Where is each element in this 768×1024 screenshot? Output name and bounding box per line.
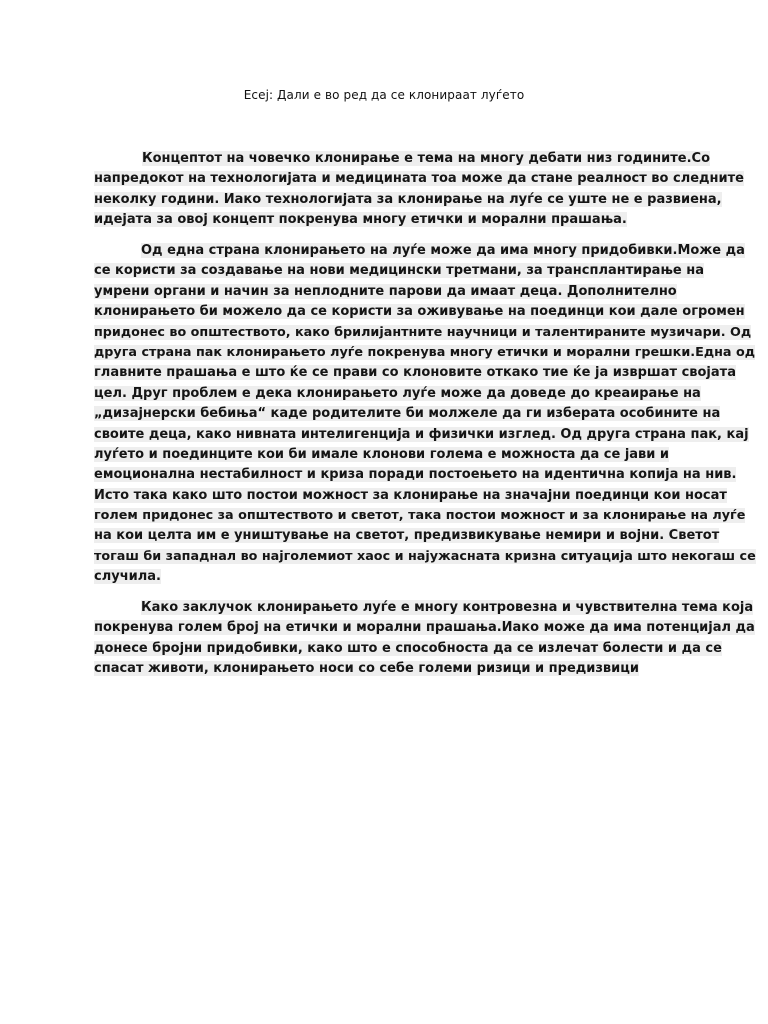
paragraph-line <box>94 384 701 404</box>
line-text: Концептот на човечко клонирање е тема на многу дебати низ годините.Со <box>142 151 711 166</box>
line-text: цел. Друг проблем е дека клонирањето луѓе може да доведе до креаирање на <box>94 385 701 401</box>
line-text: напредокот на технологијата и медицината тоа може да стане реалност во следните <box>94 171 744 187</box>
paragraph-line <box>94 282 684 302</box>
line-text: спасат животи, клонирањето носи со себе големи ризици и предизвици <box>94 661 640 677</box>
paragraph-line <box>94 343 756 363</box>
paragraph-line <box>94 363 736 383</box>
line-text: Исто така како што постои можност за клонирање на значајни поединци кои носат <box>94 487 727 503</box>
line-text: идејата за овој концепт покренува многу етички и морални прашања. <box>94 212 627 228</box>
paragraph-line <box>94 445 684 465</box>
paragraph-line <box>94 190 722 210</box>
paragraph-line <box>94 169 744 189</box>
line-text: Како заклучок клонирањето луѓе е многу контровезна и чувствителна тема која <box>141 600 754 615</box>
line-text: придонес во општеството, како брилијантните научници и талентираните музичари. Од <box>94 324 752 340</box>
paragraph-introduction <box>94 149 744 231</box>
line-text: друга страна пак клонирањето луѓе покренува многу етички и морални грешки.Една од <box>94 344 756 360</box>
line-text: донесе бројни придобивки, како што е способноста да се излечат болести и да се <box>94 640 722 656</box>
document-title: Есеј: Дали е во ред да се клонираат луѓето <box>243 88 525 102</box>
paragraph-line <box>94 425 749 445</box>
paragraph-line <box>94 506 746 526</box>
line-text: „дизајнерски бебиња“ каде родителите би молжеле да ги изберата особините на <box>94 406 721 422</box>
line-text: се користи за создавање на нови медицински третмани, за трансплантирање на <box>94 263 704 279</box>
paragraph-line <box>94 404 721 424</box>
paragraph-line <box>94 302 745 322</box>
paragraph-conclusion <box>94 598 755 680</box>
paragraph-body <box>94 241 756 588</box>
line-text: тогаш би западнал во најголемиот хаос и најужасната кризна ситуација што некогаш се <box>94 548 756 564</box>
line-text: на кои целта им е уништување на светот, предизвикување немири и војни. Светот <box>94 528 720 544</box>
line-text: емоционална нестабилност и криза поради постоењето на идентична копија на нив. <box>94 467 737 483</box>
line-text: Од една страна клонирањето на луѓе може да има многу придобивки.Може да <box>141 243 745 258</box>
paragraph-line <box>94 149 711 169</box>
line-text: умрени органи и начин за неплодните парови да имаат деца. Дополнително <box>94 283 677 299</box>
paragraph-line <box>94 486 727 506</box>
line-text: своите деца, како нивната интелигенција и физички изглед. Од друга страна пак, кај <box>94 426 749 442</box>
paragraph-line <box>94 465 737 485</box>
paragraph-line <box>94 547 756 567</box>
paragraph-line <box>94 241 745 261</box>
line-text: голем придонес за општеството и светот, така постои можност и за клонирање на луѓе <box>94 508 746 524</box>
line-text: случила. <box>94 569 161 585</box>
paragraph-line <box>94 659 684 679</box>
paragraph-line <box>94 210 684 230</box>
paragraph-line <box>94 567 684 587</box>
paragraph-line <box>94 618 755 638</box>
line-text: луѓето и поединците кои би имале клонови голема е можноста да се јави и <box>94 446 670 462</box>
line-text: покренува голем број на етички и морални прашања.Иако може да има потенцијал да <box>94 620 755 636</box>
paragraph-line <box>94 323 752 343</box>
line-text: неколку години. Иако технологијата за клонирање на луѓе се уште не е развиена, <box>94 191 722 207</box>
line-text: клонирањето би можело да се користи за оживување на поединци кои дале огромен <box>94 304 745 320</box>
paragraph-line <box>94 598 754 618</box>
line-text: главните прашања е што ќе се прави со клоновите откако тие ќе ја извршат својата <box>94 365 736 381</box>
paragraph-line <box>94 526 720 546</box>
paragraph-line <box>94 261 704 281</box>
paragraph-line <box>94 639 722 659</box>
